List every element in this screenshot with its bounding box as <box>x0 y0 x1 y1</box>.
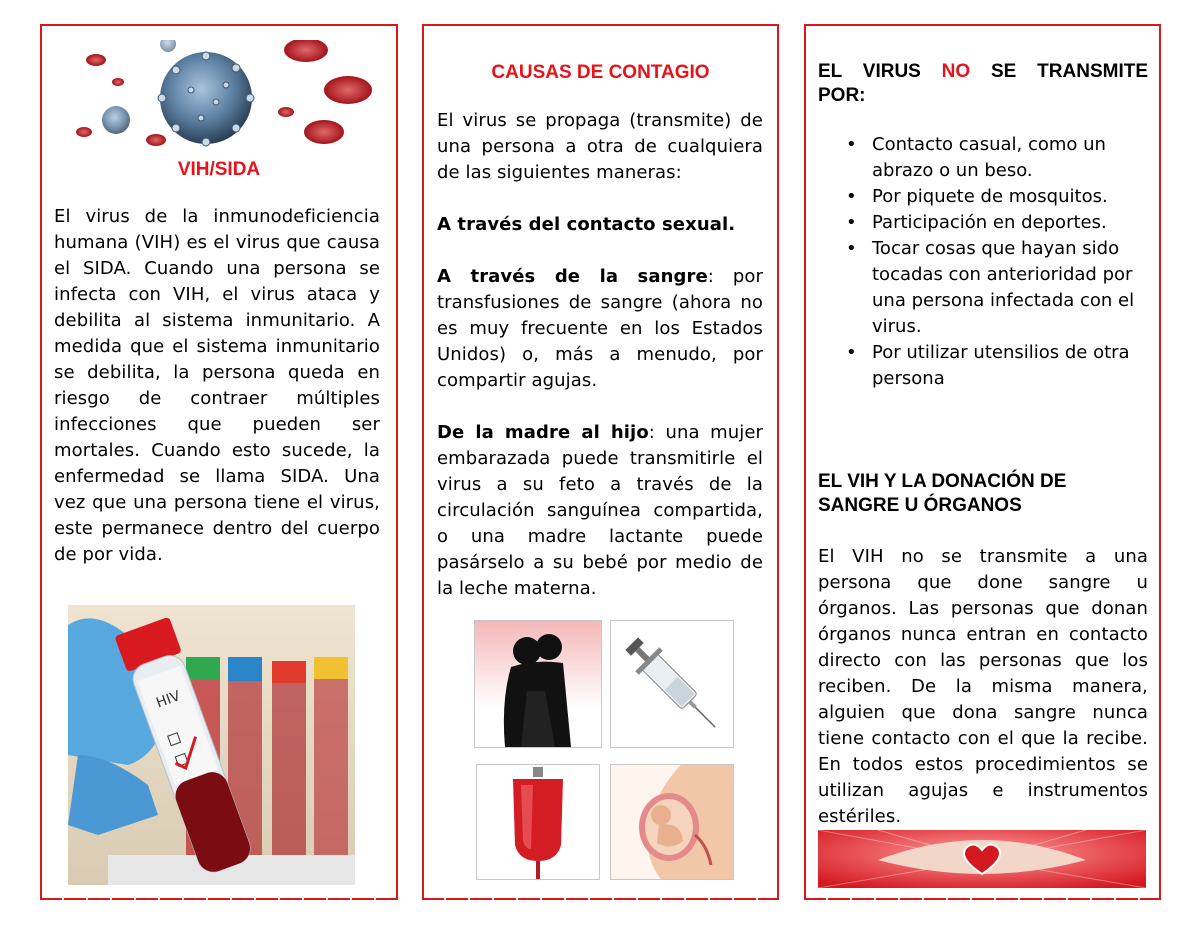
list-item: • Por utilizar utensilios de otra persona <box>872 340 1148 392</box>
title-part2: SE TRANSMITE <box>970 61 1149 82</box>
causa-sangre-text: : por transfusiones de sangre (ahora no es muy frecuente en los Estados Unidos) o, más a menudo, por compartir agujas. <box>437 266 764 391</box>
panel-title-causas: CAUSAS DE CONTAGIO <box>491 62 710 83</box>
virus-illustration <box>56 40 372 152</box>
panel-no-transmite <box>804 24 1161 900</box>
causa-sangre <box>437 264 763 394</box>
causas-intro: El virus se propaga (transmite) de una persona a otra de cualquiera de las siguientes maneras: <box>437 110 763 183</box>
title-no-highlight: NO <box>941 61 971 82</box>
tube-label: HIV <box>154 688 183 712</box>
blood-bag-icon <box>476 764 600 880</box>
pregnancy-fetus-icon <box>610 764 734 880</box>
causas-content <box>437 108 763 628</box>
hiv-blood-tube-photo <box>68 605 355 885</box>
causa-madre-hijo <box>437 420 763 602</box>
title-line2: POR: <box>818 85 866 106</box>
list-item: • Contacto casual, como un abrazo o un beso. <box>872 132 1148 184</box>
causa-sexual <box>437 212 763 238</box>
causa-madre-hijo-label: De la madre al hijo <box>437 422 649 443</box>
no-transmission-list <box>818 132 1148 392</box>
causa-madre-hijo-text: : una mujer embarazada puede transmitirle el virus a su feto a través de la circulación sanguínea compartida, o una madre lactante puede pasárselo a su bebé por medio de la leche materna. <box>437 422 763 599</box>
causa-sexual-label: A través del contacto sexual. <box>437 214 736 235</box>
panel-causas-contagio <box>422 24 779 900</box>
panel-title-no-transmite <box>818 60 1148 108</box>
list-item: • Por piquete de mosquitos. <box>872 184 1148 210</box>
panel-vih-sida <box>40 24 398 900</box>
donacion-description: El VIH no se transmite a una persona que done sangre u órganos. Las personas que donan órganos nunca entran en contacto directo con las personas que los reciben. De la misma manera, alguien que dona sangre nunca tiene contacto con el que la recibe. En todos estos procedimientos se utilizan agujas e instrumentos estériles. <box>818 546 1148 827</box>
list-item: • Participación en deportes. <box>872 210 1148 236</box>
heart-banner-illustration <box>818 830 1146 888</box>
title-part1: EL VIRUS <box>818 61 942 82</box>
vih-description: El virus de la inmunodeficiencia humana (VIH) es el virus que causa el SIDA. Cuando una persona se infecta con VIH, el virus ataca y debilita al sistema inmunitario. A medida que el sistema inmunitario se debilita, la persona queda en riesgo de contraer múltiples infecciones que pueden ser mortales. Cuando esto sucede, la enfermedad se llama SIDA. Una vez que una persona tiene el virus, este permanece dentro del cuerpo de por vida. <box>54 206 380 565</box>
syringe-icon <box>610 620 734 748</box>
panel-title-vih-sida: VIH/SIDA <box>177 159 261 180</box>
couple-silhouette-icon <box>474 620 602 748</box>
panel-title-donacion: EL VIH Y LA DONACIÓN DE SANGRE U ÓRGANOS <box>818 471 1067 516</box>
list-item: • Tocar cosas que hayan sido tocadas con anterioridad por una persona infectada con el virus. <box>872 236 1148 340</box>
causa-sangre-label: A través de la sangre <box>437 266 708 287</box>
